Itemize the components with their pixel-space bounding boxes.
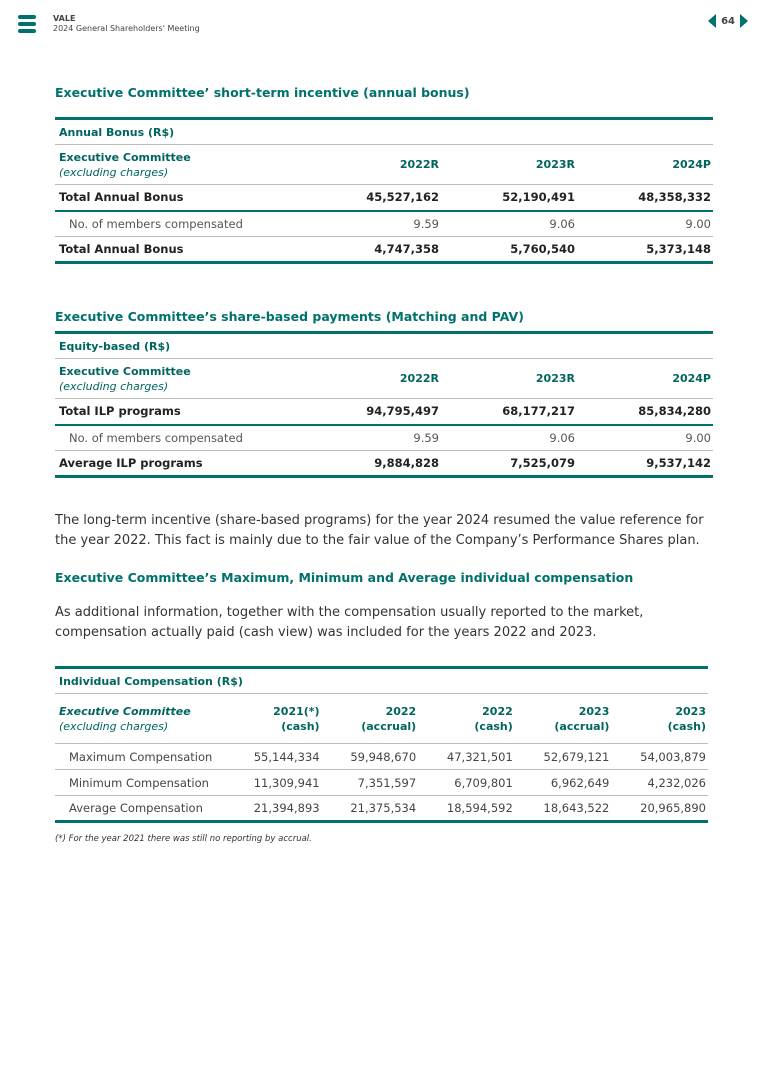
section-heading-share-based: Executive Committee’s share-based payments (Matching and PAV) (55, 309, 524, 324)
table-row (55, 399, 713, 425)
table-cell: 54,003,879 (611, 744, 708, 770)
table-title: Individual Compensation (R$) (55, 668, 708, 694)
table-cell: 18,643,522 (515, 796, 612, 822)
text: 2022 (385, 704, 417, 718)
table-cell: 85,834,280 (577, 399, 713, 425)
page-number: 64 (721, 15, 735, 27)
table-cell: 5,760,540 (441, 237, 577, 263)
table-cell: 4,747,358 (305, 237, 441, 263)
menu-icon[interactable] (18, 15, 36, 33)
text: 2022 (482, 704, 513, 718)
table-cell: 5,373,148 (577, 237, 713, 263)
share-based-table (55, 331, 713, 478)
table-cell: 18,594,592 (418, 796, 515, 822)
table-cell: 59,948,670 (322, 744, 419, 770)
text: (cash) (667, 719, 706, 733)
column-header (611, 694, 708, 744)
table-cell: Maximum Compensation (55, 744, 225, 770)
table-cell: 47,321,501 (418, 744, 515, 770)
pager (708, 14, 748, 28)
text: Executive Committee (59, 704, 191, 718)
table-cell: 55,144,334 (225, 744, 322, 770)
body-paragraph: The long-term incentive (share-based programs) for the year 2024 resumed the value reference for the year 2022. This fact is mainly due to the fair value of the Company’s Performance Shares plan. (55, 513, 704, 548)
table-row (55, 237, 713, 263)
document-header (18, 14, 200, 34)
annual-bonus-table (55, 117, 713, 264)
table-cell: Total ILP programs (55, 399, 305, 425)
table-cell: 9,884,828 (305, 451, 441, 477)
text: (accrual) (361, 719, 417, 733)
column-header: 2023R (441, 359, 577, 399)
text: (excluding charges) (59, 379, 169, 393)
table-cell: 48,358,332 (577, 185, 713, 211)
table-cell: 20,965,890 (611, 796, 708, 822)
column-header: 2022R (305, 359, 441, 399)
table-row (55, 451, 713, 477)
table-title: Annual Bonus (R$) (55, 119, 713, 145)
table-cell: 94,795,497 (305, 399, 441, 425)
table-row (55, 185, 713, 211)
table-cell: 7,351,597 (322, 770, 419, 796)
table-cell: 9.59 (305, 425, 441, 451)
table-cell: 9.59 (305, 211, 441, 237)
table-row (55, 796, 708, 822)
column-header: 2023R (441, 145, 577, 185)
column-header (55, 145, 305, 185)
column-header: 2022R (305, 145, 441, 185)
column-header (55, 694, 225, 744)
table-cell: No. of members compensated (55, 425, 305, 451)
body-paragraph: As additional information, together with the compensation usually reported to the market, compensation actually paid (cash view) was included for the years 2022 and 2023. (55, 605, 644, 640)
table-cell: 4,232,026 (611, 770, 708, 796)
table-row (55, 770, 708, 796)
column-header (225, 694, 322, 744)
table-cell: 9.00 (577, 211, 713, 237)
table-cell: 68,177,217 (441, 399, 577, 425)
table-cell: No. of members compensated (55, 211, 305, 237)
table-cell: 9.06 (441, 425, 577, 451)
text: 2023 (675, 704, 706, 718)
table-cell: 52,190,491 (441, 185, 577, 211)
column-header (55, 359, 305, 399)
individual-compensation-table (55, 666, 708, 823)
footnote: (*) For the year 2021 there was still no reporting by accrual. (55, 834, 312, 844)
table-cell: Total Annual Bonus (55, 185, 305, 211)
table-cell: 6,962,649 (515, 770, 612, 796)
text: (accrual) (554, 719, 610, 733)
table-title: Equity-based (R$) (55, 333, 713, 359)
table-cell: Total Annual Bonus (55, 237, 305, 263)
table-cell: 9.00 (577, 425, 713, 451)
column-header (418, 694, 515, 744)
column-header (515, 694, 612, 744)
text: 2023 (578, 704, 610, 718)
table-row (55, 744, 708, 770)
document-subtitle: 2024 General Shareholders' Meeting (53, 24, 200, 33)
table-row (55, 425, 713, 451)
previous-page-icon[interactable] (708, 14, 716, 28)
table-cell: 7,525,079 (441, 451, 577, 477)
table-cell: 9.06 (441, 211, 577, 237)
table-cell: 6,709,801 (418, 770, 515, 796)
column-header: 2024P (577, 359, 713, 399)
section-heading-annual-bonus: Executive Committee’ short-term incentive (annual bonus) (55, 85, 470, 100)
brand-name: VALE (53, 14, 76, 23)
table-cell: 21,394,893 (225, 796, 322, 822)
column-header (322, 694, 419, 744)
table-cell: 52,679,121 (515, 744, 612, 770)
text: Executive Committee (59, 364, 191, 378)
text: (excluding charges) (59, 165, 169, 179)
table-cell: 11,309,941 (225, 770, 322, 796)
table-row (55, 211, 713, 237)
text: Executive Committee (59, 150, 191, 164)
text: 2021(*) (273, 704, 320, 718)
next-page-icon[interactable] (740, 14, 748, 28)
table-cell: Average ILP programs (55, 451, 305, 477)
table-cell: 21,375,534 (322, 796, 419, 822)
table-cell: 45,527,162 (305, 185, 441, 211)
column-header: 2024P (577, 145, 713, 185)
text: (excluding charges) (59, 719, 169, 733)
text: (cash) (474, 719, 513, 733)
text: (cash) (281, 719, 320, 733)
table-cell: Minimum Compensation (55, 770, 225, 796)
table-cell: Average Compensation (55, 796, 225, 822)
table-cell: 9,537,142 (577, 451, 713, 477)
section-heading-individual-compensation: Executive Committee’s Maximum, Minimum and Average individual compensation (55, 570, 634, 585)
